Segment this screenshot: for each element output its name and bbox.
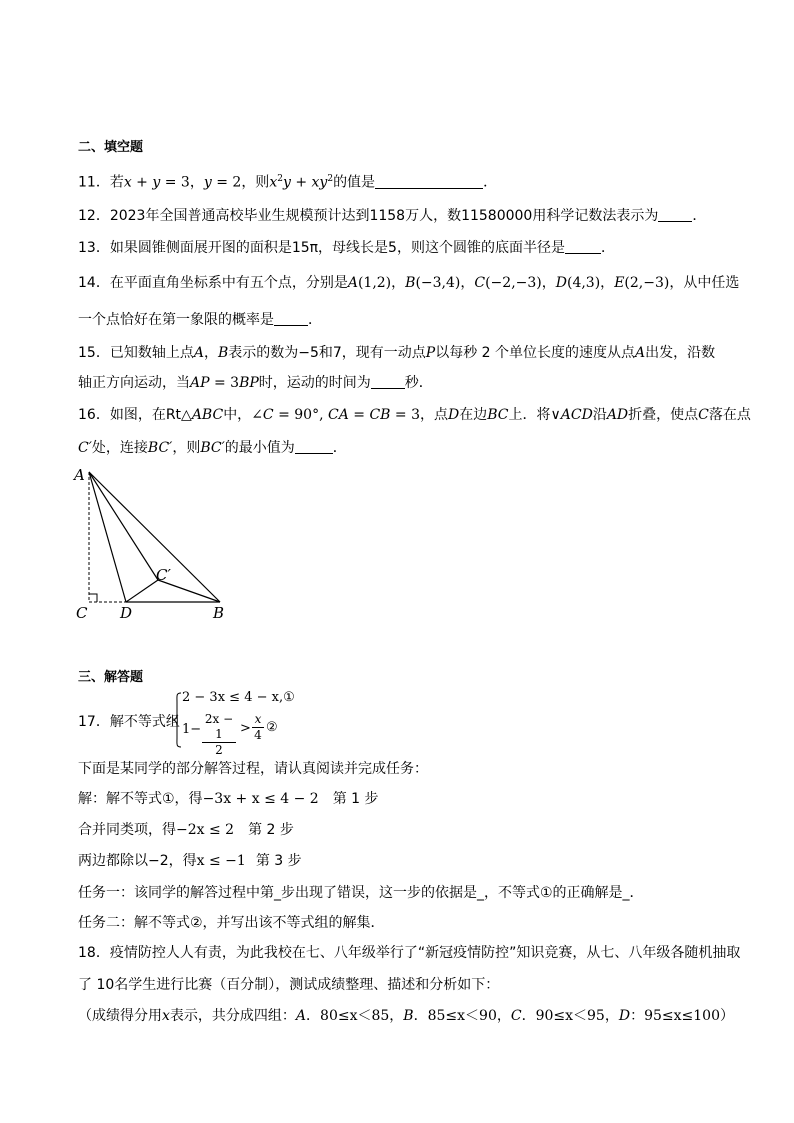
- brace-icon: [172, 692, 182, 748]
- fraction-2: x 4: [252, 712, 264, 743]
- inequality-1: 2 − 3x ≤ 4 − x,①: [182, 690, 295, 705]
- question-18-line2: 了 10名学生进行比赛（百分制），测试成绩整理、描述和分析如下：: [78, 977, 500, 993]
- question-14-line2: 一个点恰好在第一象限的概率是 ．: [78, 312, 322, 328]
- question-18-line3: （成绩得分用x表示，共分成四组：A．80≤x＜85，B．85≤x＜90，C．90≤x＜95，D：95≤x≤100）: [78, 1008, 734, 1024]
- step-1: 解：解不等式①，得−3x + x ≤ 4 − 2 第 1 步: [78, 791, 379, 807]
- answer-blank: [565, 239, 601, 254]
- task-1: 任务一：该同学的解答过程中第_步出现了错误，这一步的依据是_，不等式①的正确解是_．: [78, 885, 644, 901]
- label-b: B: [213, 604, 225, 622]
- step-3: 两边都除以−2，得x ≤ −1 第 3 步: [78, 853, 302, 869]
- label-d: D: [120, 604, 133, 622]
- section-fill-in-title: 二、填空题: [78, 140, 144, 155]
- segment-dc-prime: [126, 580, 158, 602]
- answer-blank: [375, 174, 483, 189]
- question-17-intro: 下面是某同学的部分解答过程，请认真阅读并完成任务：: [78, 761, 428, 777]
- triangle-figure: [70, 462, 240, 624]
- inequality-2-left: 1−: [182, 722, 202, 737]
- answer-blank: [658, 207, 692, 222]
- fraction-1: 2x − 1 2: [202, 712, 236, 758]
- task-2: 任务二：解不等式②，并写出该不等式组的解集．: [78, 915, 385, 931]
- question-16-line2: C′处，连接BC′，则BC′的最小值为 ．: [78, 440, 347, 456]
- answer-blank: [371, 374, 405, 389]
- label-c-prime: C′: [156, 566, 171, 584]
- label-c: C: [76, 604, 88, 622]
- question-14-line1: 14．在平面直角坐标系中有五个点，分别是A(1,2)，B(−3,4)，C(−2,−3)，D(4,3)，E(2,−3)，从中任选: [78, 275, 740, 291]
- answer-blank: [274, 311, 308, 326]
- question-15-line2: 轴正方向运动，当AP = 3BP时，运动的时间为 秒．: [78, 375, 433, 391]
- question-18-line1: 18．疫情防控人人有责，为此我校在七、八年级举行了“新冠疫情防控”知识竞赛，从七、八年级各随机抽取: [78, 945, 741, 961]
- answer-blank: [295, 439, 333, 454]
- question-16-line1: 16．如图，在Rt△ABC中，∠C = 90°, CA = CB = 3，点D在边BC上．将∨ACD沿AD折叠，使点C落在点: [78, 407, 751, 423]
- step-2: 合并同类项，得−2x ≤ 2 第 2 步: [78, 822, 294, 838]
- question-13: 13．如果圆锥侧面展开图的面积是15π，母线长是5，则这个圆锥的底面半径是 ．: [78, 240, 615, 256]
- question-12: 12．2023年全国普通高校毕业生规模预计达到1158万人，数11580000用科学记数法表示为 ．: [78, 208, 707, 224]
- inequality-system: 2 − 3x ≤ 4 − x,① 1− 2x − 1 2 > x 4 ②: [172, 690, 292, 750]
- question-15-line1: 15．已知数轴上点A，B表示的数为−5和7，现有一动点P以每秒 2 个单位长度的速度从点A出发，沿数: [78, 345, 716, 361]
- section-solution-title: 三、解答题: [78, 670, 144, 685]
- right-angle-mark: [89, 594, 97, 602]
- question-17-stem: 17．解不等式组: [78, 714, 180, 730]
- question-11: 11．若x + y = 3，y = 2，则$x^2y + xy^2$的值是 ．: [78, 174, 498, 191]
- label-a: A: [74, 466, 85, 484]
- segment-ac-prime: [89, 472, 158, 580]
- segment-ad: [89, 472, 126, 602]
